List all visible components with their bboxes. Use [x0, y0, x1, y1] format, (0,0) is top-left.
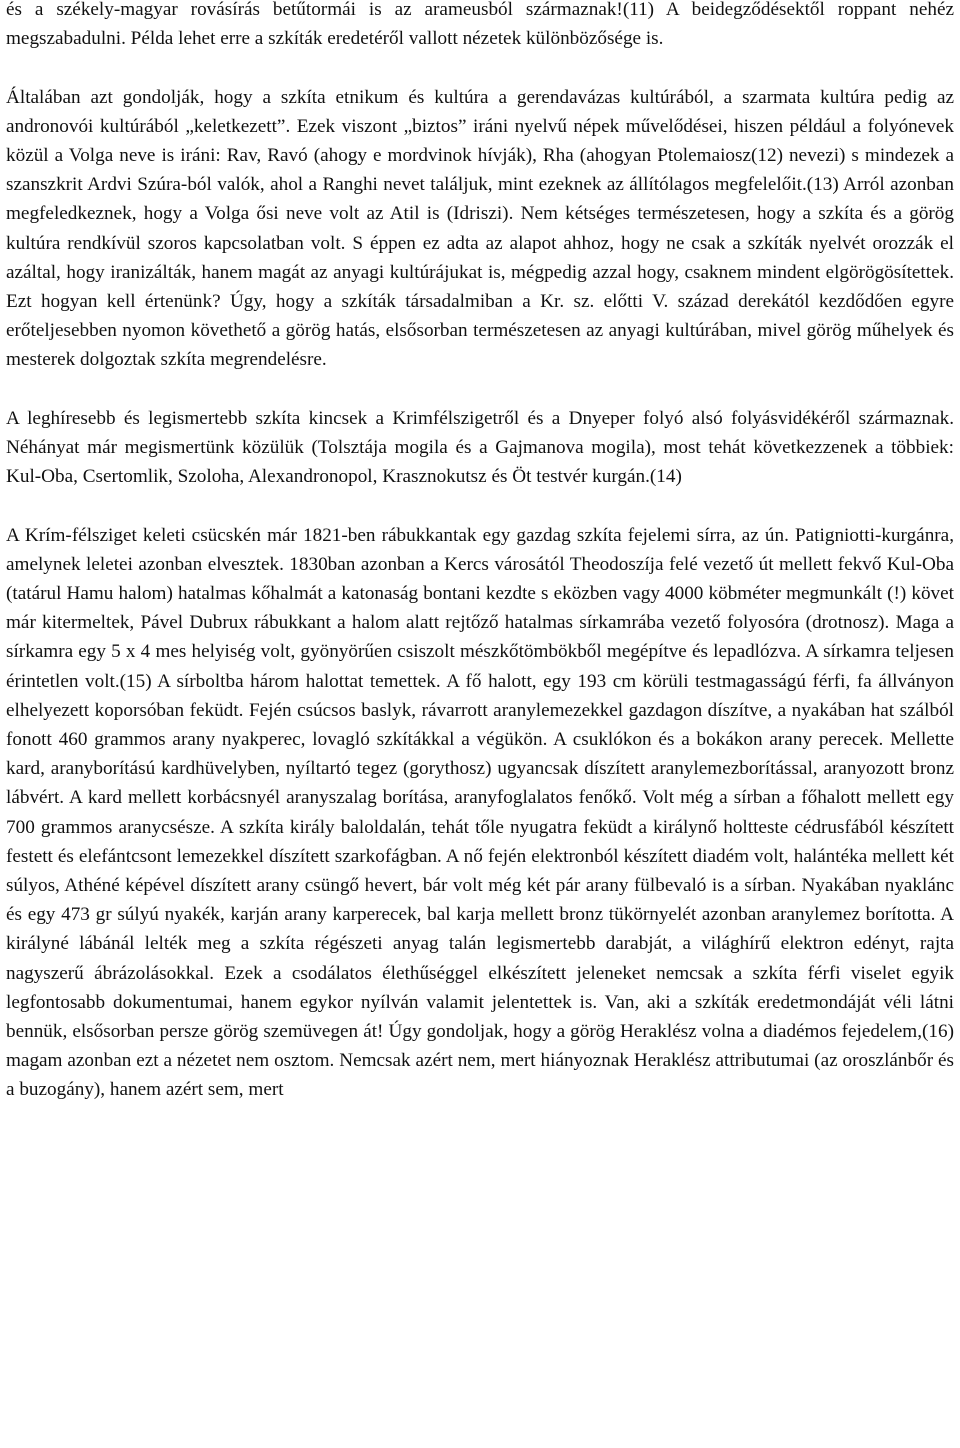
paragraph-kul-oba: A Krím-félsziget keleti csücskén már 1821-ben rábukkantak egy gazdag szkíta fejelemi sírra, az ún. Patigniotti-kurgánra, amelynek leletei azonban elvesztek. 1830ban azonban a Kercs városától Theodoszíja felé vezető út mellett fekvő Kul-Oba (tatárul Hamu halom) hatalmas kőhalmát a katonaság bontani kezdte s eközben vagy 4000 köbméter megmunkált (!) követ már kitermeltek, Pável Dubrux rábukkant a halom alatt rejtőző hatalmas sírkamrába vezető folyosóra (drotnosz). Maga a sírkamra egy 5 x 4 mes helyiség volt, gyönyörűen csiszolt mészkőtömbökből megépítve és lepadlózva. A sírkamra teljesen érintetlen volt.(15) A sírboltba három halottat temettek. A fő halott, egy 193 cm körüli testmagasságú férfi, fa állványon elhelyezett koporsóban feküdt. Fején csúcsos baslyk, rávarrott aranylemezekkel gazdagon díszítve, a nyakában hat szálból fonott 460 grammos arany nyakperec, lovagló szkítákkal a végükön. A csuklókon és a bokákon arany perecek. Mellette kard, aranyborítású kardhüvelyben, nyíltartó tegez (gorythosz) ugyancsak díszített aranylemezborítással, aranyozott bronz lábvért. A kard mellett korbácsnyél aranyszalag borítása, aranyfoglalatos fenőkő. Volt még a sírban a főhalott mellett egy 700 grammos aranycsésze. A szkíta király baloldalán, tehát tőle nyugatra feküdt a királynő holtteste cédrusfából készített festett és elefántcsont lemezekkel díszített szarkofágban. A nő fején elektronból készített diadém volt, halántéka mellett két súlyos, Athéné képével díszített arany csüngő hevert, bár volt még két pár arany fülbevaló is a sírban. Nyakában nyaklánc és egy 473 gr súlyú nyakék, karján arany karperecek, bal karja mellett bronz tükörnyelét azonban aranylemez borította. A királyné lábánál lelték meg a szkíta régészeti anyag talán legismertebb darabját, a világhírű elektron edényt, rajta nagyszerű ábrázolásokkal. Ezek a csodálatos élethűséggel elkészített jeleneket nemcsak a szkíta férfi viselet egyik legfontosabb dokumentumai, hanem egykor nyílván valamit jelentettek is. Van, aki a szkíták eredetmondáját véli látni bennük, elsősorban persze görög szemüvegen át! Úgy gondoljak, hogy a görög Heraklész volna a diadémos fejedelem,(16) magam azonban ezt a nézetet nem osztom. Nemcsak azért nem, mert hiányoznak Heraklész attributumai (az oroszlánbőr és a buzogány), hanem azért sem, mert: [6, 524, 954, 1101]
paragraph-szkita-kincsek: A leghíresebb és legismertebb szkíta kincsek a Krimfélszigetről és a Dnyeper folyó alsó folyásvidékéről származnak. Néhányat már megismertünk közülük (Tolsztája mogila és a Gajmanova mogila), most tehát következzenek a többiek: Kul-Oba, Csertomlik, Szoloha, Alexandronopol, Krasznokutsz és Öt testvér kurgán.(14): [6, 407, 954, 488]
paragraph-rovasiras: és a székely-magyar rovásírás betűtormái is az arameusból származnak!(11) A beidegződésektől roppant nehéz megszabadulni. Példa lehet erre a szkíták eredetéről vallott nézetek különbözősége is.: [6, 0, 954, 50]
paragraph-spacer: [6, 53, 954, 82]
paragraph-spacer: [6, 491, 954, 520]
paragraph-spacer: [6, 375, 954, 404]
paragraph-szkita-etnikum: Általában azt gondolják, hogy a szkíta etnikum és kultúra a gerendavázas kultúrából, a szarmata kultúra pedig az andronovói kultúrából „keletkezett”. Ezek viszont „biztos” iráni nyelvű népek művelődései, hiszen például a folyónevek közül a Volga neve is iráni: Rav, Ravó (ahogy e mordvinok hívják), Rha (ahogyan Ptolemaiosz(12) nevezi) s mindezek a szanszkrit Ardvi Szúra-ból valók, ahol a Ranghi nevet találjuk, mint ezeknek az állítólagos megfelelőit.(13) Arról azonban megfeledkeznek, hogy a Volga ősi neve volt az Atil is (Idriszi). Nem kétséges természetesen, hogy a szkíta és a görög kultúra rendkívül szoros kapcsolatban volt. S éppen ez adta az alapot ahhoz, hogy ne csak a szkíták nyelvét orozzák el azáltal, hogy iranizálták, hanem magát az anyagi kultúrájukat is, mégpedig azzal hogy, csaknem mindent elgörögösítettek. Ezt hogyan kell értenünk? Úgy, hogy a szkíták társadalmiban a Kr. sz. előtti V. század derekától kezdődően egyre erőteljesebben nyomon követhető a görög hatás, elsősorban természetesen az anyagi kultúrában, mivel görög műhelyek és mesterek dolgoztak szkíta megrendelésre.: [6, 86, 954, 371]
document-page: [6, 0, 954, 1105]
